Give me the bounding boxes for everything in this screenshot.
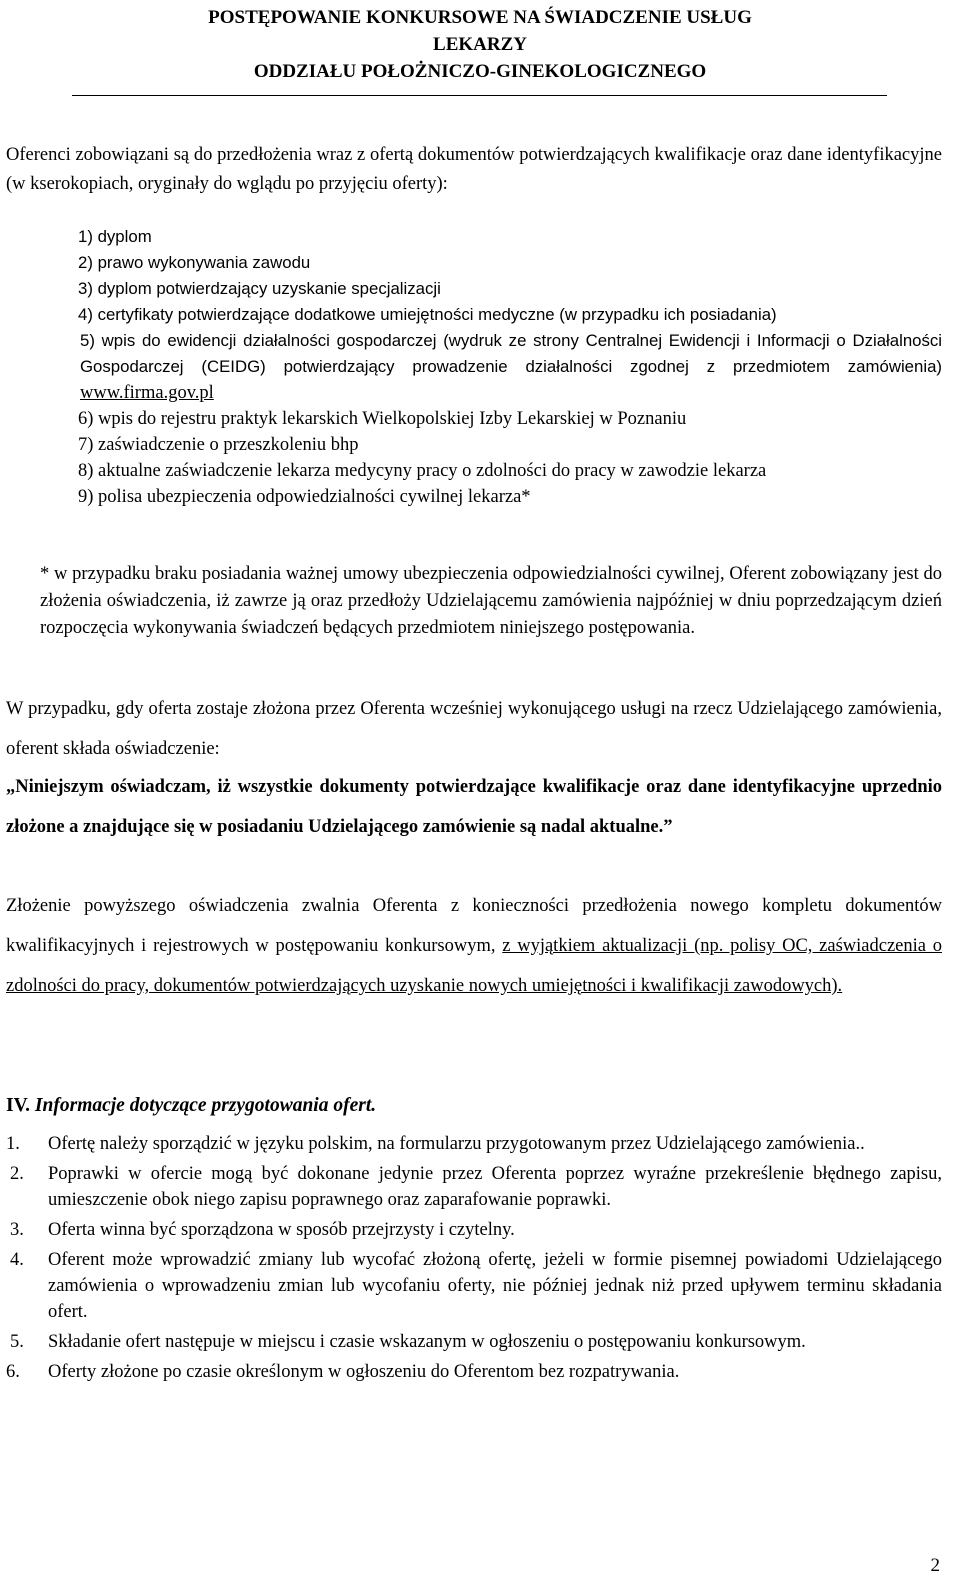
- header-line-3: ODDZIAŁU POŁOŻNICZO-GINEKOLOGICZNEGO: [253, 61, 707, 82]
- header-line-2: LEKARZY: [433, 34, 527, 55]
- list-item: [6, 1359, 942, 1385]
- requirement-item: 2) prawo wykonywania zawodu: [78, 253, 311, 272]
- document-header: [0, 4, 960, 85]
- declaration-statement: „Niniejszym oświadczam, iż wszystkie dokumenty potwierdzające kwalifikacje oraz dane identyfikacyjne uprzednio złożone a znajdujące się w posiadaniu Udzielającego zamówienie są nadal aktualne.”: [6, 777, 942, 837]
- ceidg-link[interactable]: www.firma.gov.pl: [80, 383, 214, 403]
- requirement-item-text: 5) wpis do ewidencji działalności gospodarczej (wydruk ze strony Centralnej Ewidencji i Informacji o Działalności Gospodarczej (CEIDG) potwierdzający prowadzenie działalności zgodnej z przedmiotem zamówienia): [80, 331, 942, 376]
- list-item: [6, 1247, 942, 1325]
- list-item-number: 2.: [10, 1164, 24, 1184]
- list-item: [6, 1217, 942, 1243]
- offer-rules-list: [6, 1131, 942, 1389]
- requirement-item: 7) zaświadczenie o przeszkoleniu bhp: [78, 435, 359, 455]
- requirement-item: 1) dyplom: [78, 227, 152, 246]
- list-item: [6, 1131, 942, 1157]
- exemption-text: Złożenie powyższego oświadczenia zwalnia Oferenta z konieczności przedłożenia nowego kompletu dokumentów kwalifikacyjnych i rejestrowych w postępowaniu konkursowym,: [6, 896, 942, 956]
- section-title: Informacje dotyczące przygotowania ofert.: [34, 1095, 377, 1116]
- list-item-text: Poprawki w ofercie mogą być dokonane jedynie przez Oferenta poprzez wyraźne przekreślenie błędnego zapisu, umieszczenie obok niego zapisu poprawnego oraz zaparafowanie poprawki.: [48, 1164, 942, 1210]
- requirement-item: 3) dyplom potwierdzający uzyskanie specjalizacji: [78, 279, 441, 298]
- list-item: [6, 1329, 942, 1355]
- list-item-number: 3.: [10, 1220, 24, 1240]
- header-line-1: POSTĘPOWANIE KONKURSOWE NA ŚWIADCZENIE USŁUG: [208, 7, 752, 28]
- list-item-text: Oferent może wprowadzić zmiany lub wycofać złożoną ofertę, jeżeli w formie pisemnej powiadomi Udzielającego zamówienia o wprowadzeniu zmian lub wycofaniu oferty, nie później jednak niż przed upływem terminu składania ofert.: [48, 1250, 942, 1322]
- requirement-item: 6) wpis do rejestru praktyk lekarskich Wielkopolskiej Izby Lekarskiej w Poznaniu: [78, 409, 687, 429]
- list-item-number: 4.: [10, 1250, 24, 1270]
- list-item-text: Oferty złożone po czasie określonym w ogłoszeniu do Oferentom bez rozpatrywania.: [48, 1362, 680, 1382]
- exemption-paragraph: [6, 886, 942, 1006]
- list-item-number: 5.: [10, 1332, 24, 1352]
- requirement-item: 9) polisa ubezpieczenia odpowiedzialności cywilnej lekarza*: [78, 487, 531, 507]
- section-heading: [6, 1095, 376, 1117]
- insurance-footnote: * w przypadku braku posiadania ważnej umowy ubezpieczenia odpowiedzialności cywilnej, Oferent zobowiązany jest do złożenia oświadczenia, iż zawrze ją oraz przedłoży Udzielającemu zamówienia najpóźniej w dniu poprzedzającym dzień rozpoczęcia wykonywania świadczeń będących przedmiotem niniejszego postępowania.: [40, 564, 942, 638]
- requirement-item: 8) aktualne zaświadczenie lekarza medycyny pracy o zdolności do pracy w zawodzie lekarza: [78, 461, 767, 481]
- page-number: 2: [930, 1555, 940, 1576]
- list-item-text: Ofertę należy sporządzić w języku polskim, na formularzu przygotowanym przez Udzielającego zamówienia..: [48, 1134, 865, 1154]
- previous-offer-paragraph: W przypadku, gdy oferta zostaje złożona przez Oferenta wcześniej wykonującego usługi na rzecz Udzielającego zamówienia, oferent składa oświadczenie:: [6, 699, 942, 759]
- list-item: [6, 1161, 942, 1213]
- intro-paragraph: Oferenci zobowiązani są do przedłożenia wraz z ofertą dokumentów potwierdzających kwalifikacje oraz dane identyfikacyjne (w kserokopiach, oryginały do wglądu po przyjęciu oferty):: [6, 145, 942, 194]
- requirement-item: [78, 328, 942, 406]
- section-number: IV.: [6, 1095, 31, 1116]
- list-item-number: 6.: [6, 1362, 20, 1382]
- list-item-text: Oferta winna być sporządzona w sposób przejrzysty i czytelny.: [48, 1220, 515, 1240]
- exemption-exception-text: z wyjątkiem aktualizacji (np. polisy OC, zaświadczenia o zdolności do pracy, dokumentów potwierdzających uzyskanie nowych umiejętności i kwalifikacji zawodowych).: [6, 936, 942, 996]
- list-item-number: 1.: [6, 1134, 20, 1154]
- required-documents-list: [78, 224, 942, 510]
- list-item-text: Składanie ofert następuje w miejscu i czasie wskazanym w ogłoszeniu o postępowaniu konkursowym.: [48, 1332, 806, 1352]
- requirement-item: 4) certyfikaty potwierdzające dodatkowe umiejętności medyczne (w przypadku ich posiadania): [78, 305, 777, 324]
- header-divider: [72, 95, 887, 96]
